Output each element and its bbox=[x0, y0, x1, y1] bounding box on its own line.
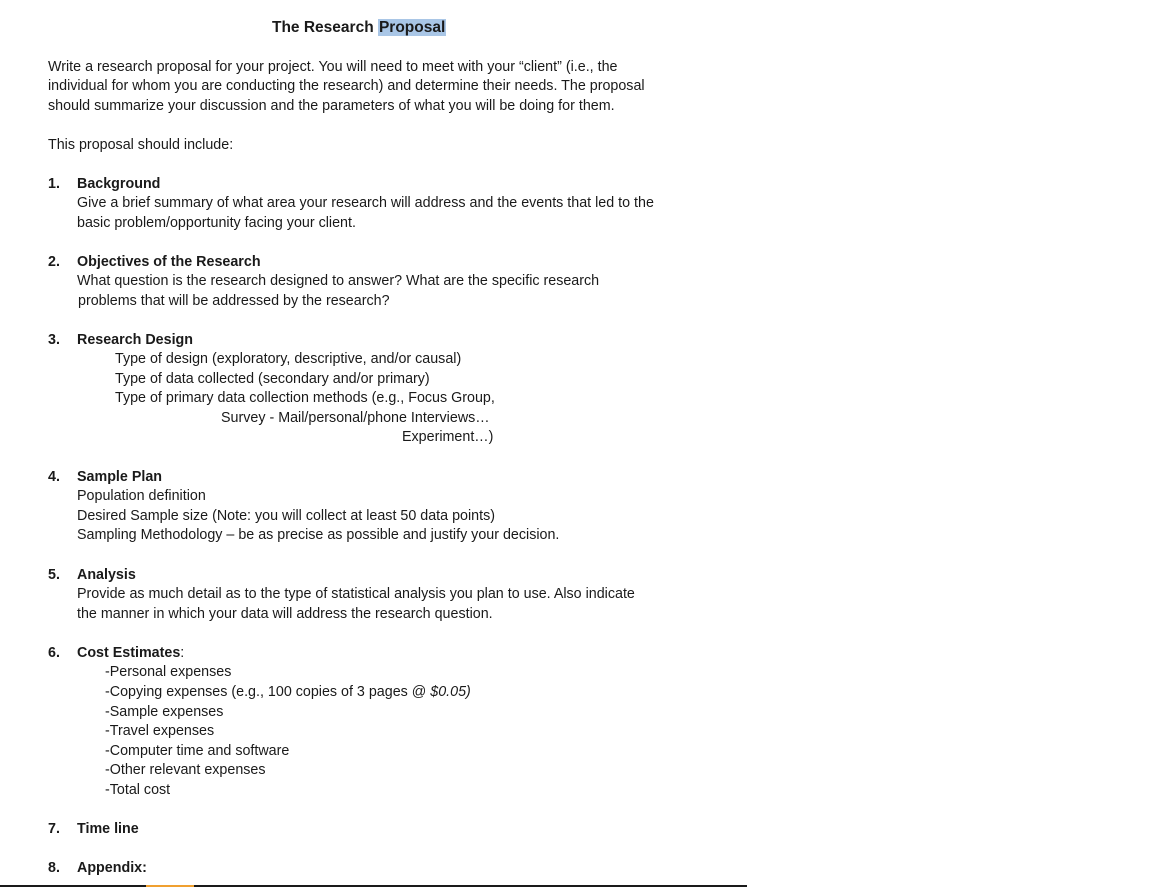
section-4-line-2: Desired Sample size (Note: you will collect at least 50 data points) bbox=[77, 508, 495, 524]
page-title bbox=[272, 18, 446, 37]
section-3-line-1: Type of design (exploratory, descriptive, and/or causal) bbox=[115, 351, 462, 367]
section-4-line-1: Population definition bbox=[77, 488, 206, 504]
section-5-line-2: the manner in which your data will address the research question. bbox=[77, 606, 493, 622]
page-bottom-rule bbox=[0, 885, 747, 887]
section-5-number: 5. bbox=[48, 567, 60, 583]
section-3-line-4: Survey - Mail/personal/phone Interviews… bbox=[221, 410, 490, 426]
section-3-line-3: Type of primary data collection methods (e.g., Focus Group, bbox=[115, 390, 495, 406]
title-highlighted-word[interactable]: Proposal bbox=[378, 19, 446, 36]
section-1-heading: Background bbox=[77, 176, 161, 192]
section-1-line-1: Give a brief summary of what area your research will address and the events that led to the bbox=[77, 195, 654, 211]
copy-price: $0.05) bbox=[430, 684, 471, 700]
intro-line-2: individual for whom you are conducting the research) and determine their needs. The proposal bbox=[48, 78, 645, 94]
section-7-heading: Time line bbox=[77, 821, 139, 837]
section-6-heading-line bbox=[77, 644, 184, 663]
section-1-line-2: basic problem/opportunity facing your client. bbox=[77, 215, 356, 231]
intro-line-1: Write a research proposal for your project. You will need to meet with your “client” (i.e., the bbox=[48, 59, 618, 75]
section-6-heading-colon: : bbox=[180, 645, 185, 661]
intro-line-3: should summarize your discussion and the parameters of what you will be doing for them. bbox=[48, 98, 615, 114]
section-6-line-1: -Personal expenses bbox=[105, 664, 232, 680]
section-8-number: 8. bbox=[48, 860, 60, 876]
section-6-line-7: -Total cost bbox=[105, 782, 171, 798]
section-3-number: 3. bbox=[48, 332, 60, 348]
section-2-number: 2. bbox=[48, 254, 60, 270]
section-4-number: 4. bbox=[48, 469, 60, 485]
section-6-line-6: -Other relevant expenses bbox=[105, 762, 266, 778]
section-6-line-2-text: -Copying expenses (e.g., 100 copies of 3 pages @ bbox=[105, 684, 431, 700]
section-7-number: 7. bbox=[48, 821, 60, 837]
section-6-heading: Cost Estimates bbox=[77, 645, 181, 661]
section-1-number: 1. bbox=[48, 176, 60, 192]
section-3-line-2: Type of data collected (secondary and/or primary) bbox=[115, 371, 430, 387]
section-6-line-4: -Travel expenses bbox=[105, 723, 215, 739]
title-main: The Research bbox=[272, 19, 378, 36]
section-2-line-2: problems that will be addressed by the research? bbox=[78, 293, 390, 309]
section-6-number: 6. bbox=[48, 645, 60, 661]
section-6-line-3: -Sample expenses bbox=[105, 704, 224, 720]
section-3-heading: Research Design bbox=[77, 332, 194, 348]
include-label: This proposal should include: bbox=[48, 137, 234, 153]
section-6-line-2 bbox=[105, 683, 471, 702]
selection-mark bbox=[146, 885, 194, 887]
section-3-line-5: Experiment…) bbox=[402, 429, 494, 445]
section-5-heading: Analysis bbox=[77, 567, 136, 583]
section-4-heading: Sample Plan bbox=[77, 469, 163, 485]
section-2-heading: Objectives of the Research bbox=[77, 254, 261, 270]
section-6-line-5: -Computer time and software bbox=[105, 743, 290, 759]
section-8-heading: Appendix: bbox=[77, 860, 147, 876]
section-4-line-3: Sampling Methodology – be as precise as possible and justify your decision. bbox=[77, 527, 560, 543]
section-5-line-1: Provide as much detail as to the type of statistical analysis you plan to use. Also indicate bbox=[77, 586, 635, 602]
section-2-line-1: What question is the research designed to answer? What are the specific research bbox=[77, 273, 600, 289]
